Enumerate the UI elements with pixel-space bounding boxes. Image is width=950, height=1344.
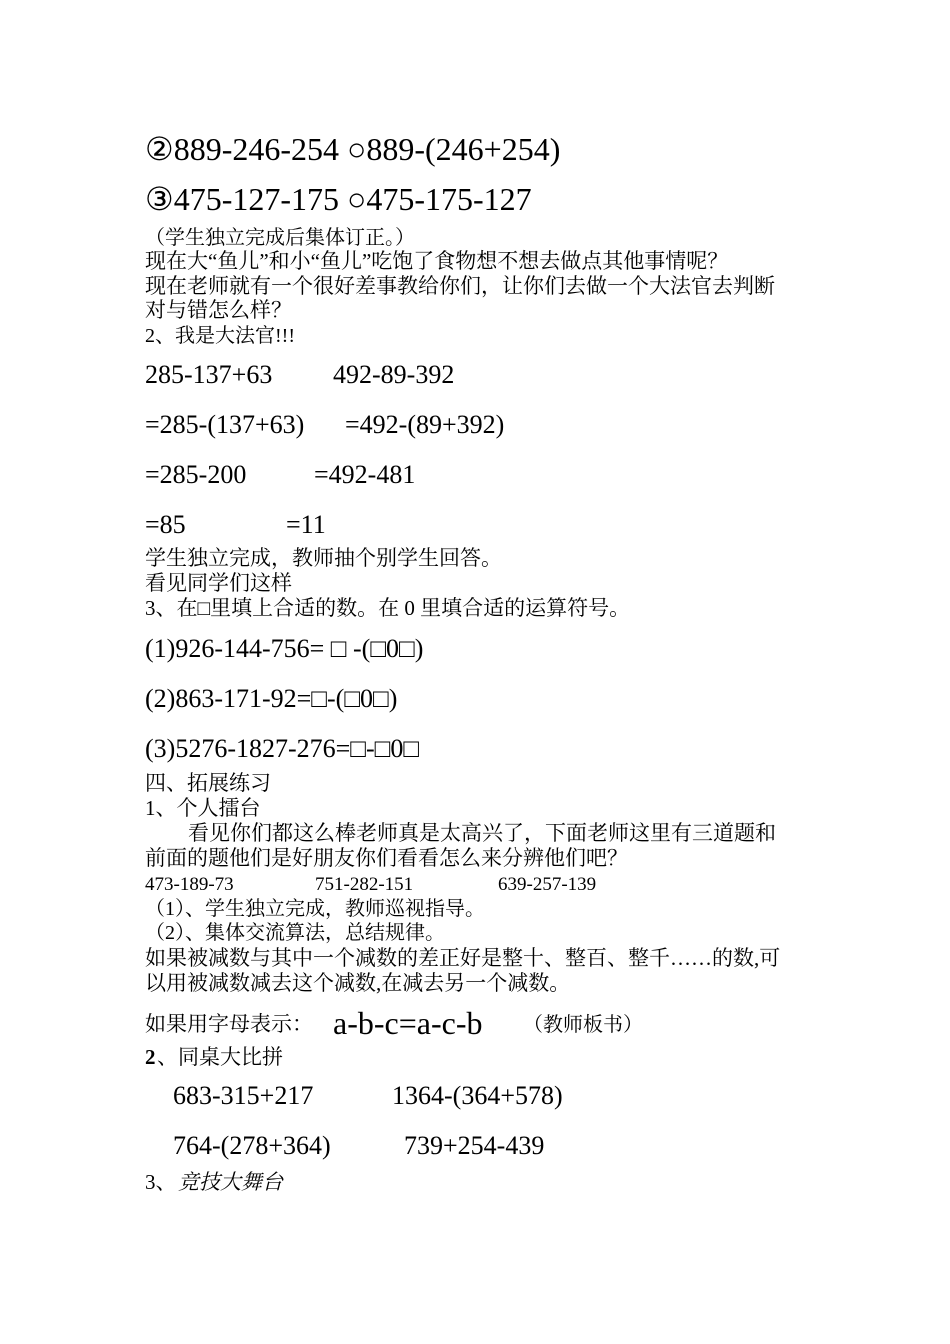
- section-heading: 四、拓展练习: [145, 771, 271, 795]
- paragraph-line: （1）、学生独立完成，教师巡视指导。: [145, 898, 485, 920]
- section-heading: 3、在□里填上合适的数。在 0 里填合适的运算符号。: [145, 596, 631, 620]
- formula-note: （教师板书）: [523, 1014, 643, 1036]
- calc-step: =492-481: [314, 460, 416, 489]
- paragraph-line: 如果被减数与其中一个减数的差正好是整十、整百、整千……的数,可: [145, 946, 781, 970]
- subsection-number: 2: [145, 1045, 156, 1069]
- fill-in-exercise: (2)863-171-92=□-(□0□): [145, 684, 398, 713]
- formula: a-b-c=a-c-b: [333, 1005, 483, 1041]
- calc-step: =285-200: [145, 460, 247, 489]
- paragraph-line: 看见你们都这么棒老师真是太高兴了，下面老师这里有三道题和: [188, 821, 776, 845]
- calc-step: =492-(89+392): [345, 410, 505, 439]
- fill-in-exercise: (3)5276-1827-276=□-□0□: [145, 734, 420, 763]
- subsection-number: 3、: [145, 1170, 177, 1194]
- challenge-expression: 683-315+217: [173, 1081, 314, 1110]
- paragraph-line: 学生独立完成，教师抽个别学生回答。: [145, 546, 502, 570]
- calc-result: =11: [286, 510, 326, 539]
- challenge-expression: 1364-(364+578): [392, 1081, 563, 1110]
- exercise-line-3: ③475-127-175 ○475-175-127: [145, 181, 532, 217]
- paragraph-line: 以用被减数减去这个减数,在减去另一个减数。: [145, 971, 571, 995]
- exercise-line-2: ②889-246-254 ○889-(246+254): [145, 131, 561, 167]
- calc-result: =85: [145, 510, 186, 539]
- calc-expression: 492-89-392: [333, 360, 455, 389]
- paragraph-line: 现在老师就有一个很好差事教给你们，让你们去做一个大法官去判断: [145, 274, 775, 298]
- calc-step: =285-(137+63): [145, 410, 305, 439]
- exercise-expression: 473-189-73: [145, 874, 234, 895]
- subsection-heading: 1、个人擂台: [145, 796, 261, 820]
- note-correction: （学生独立完成后集体订正。）: [145, 227, 415, 249]
- paragraph-line: （2）、集体交流算法，总结规律。: [145, 922, 445, 944]
- paragraph-line: 前面的题他们是好朋友你们看看怎么来分辨他们吧？: [145, 846, 628, 870]
- challenge-expression: 764-(278+364): [173, 1131, 331, 1160]
- section-heading: 2、我是大法官!!!: [145, 325, 295, 347]
- formula-label: 如果用字母表示：: [145, 1012, 313, 1036]
- paragraph-line: 对与错怎么样？: [145, 298, 292, 322]
- challenge-expression: 739+254-439: [404, 1131, 545, 1160]
- paragraph-line: 看见同学们这样: [145, 571, 292, 595]
- exercise-expression: 639-257-139: [498, 874, 597, 895]
- fill-in-exercise: (1)926-144-756= □ -(□0□): [145, 634, 424, 663]
- subsection-heading: 、同桌大比拼: [157, 1045, 283, 1069]
- calc-expression: 285-137+63: [145, 360, 273, 389]
- subsection-heading: 竞技大舞台: [178, 1170, 283, 1194]
- exercise-expression: 751-282-151: [315, 874, 414, 895]
- paragraph-line: 现在大“鱼儿”和小“鱼儿”吃饱了食物想不想去做点其他事情呢？: [145, 249, 729, 273]
